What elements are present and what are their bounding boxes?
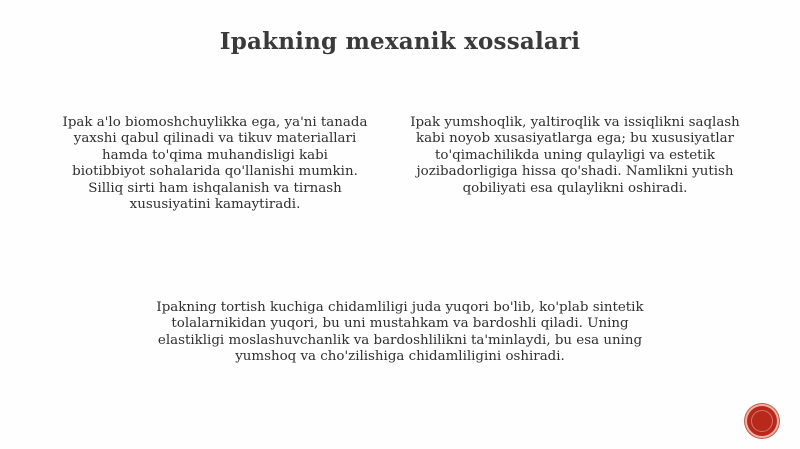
slide-title: Ipakning mexanik xossalari (219, 28, 581, 55)
bottom-paragraph: Ipakning tortish kuchiga chidamliligi juda yuqori bo'lib, ko'plab sintetik tolalarnikidan yuqori, bu uni mustahkam va bardoshli qiladi. Uning elastikligi moslashuvchanlik va bardoshlilikni ta'minlaydi, bu esa uning yumshoq va cho'zilishiga chidamliligini oshiradi. (156, 300, 644, 365)
right-paragraph: Ipak yumshoqlik, yaltiroqlik va issiqlikni saqlash kabi noyob xusasiyatlarga ega; bu xususiyatlar to'qimachilikda uning qulayligi va estetik jozibadorligiga hissa qo'shadi. Namlikni yutish qobiliyati esa qulaylikni oshiradi. (410, 115, 740, 196)
circle-nav-icon[interactable] (747, 406, 777, 436)
circle-nav-inner (751, 410, 773, 432)
left-paragraph: Ipak a'lo biomoshchuylikka ega, ya'ni tanada yaxshi qabul qilinadi va tikuv materiallari hamda to'qima muhandisligi kabi biotibbiyot sohalarida qo'llanishi mumkin. Silliq sirti ham ishqalanish va tirnash xususiyatini kamaytiradi. (62, 115, 368, 213)
